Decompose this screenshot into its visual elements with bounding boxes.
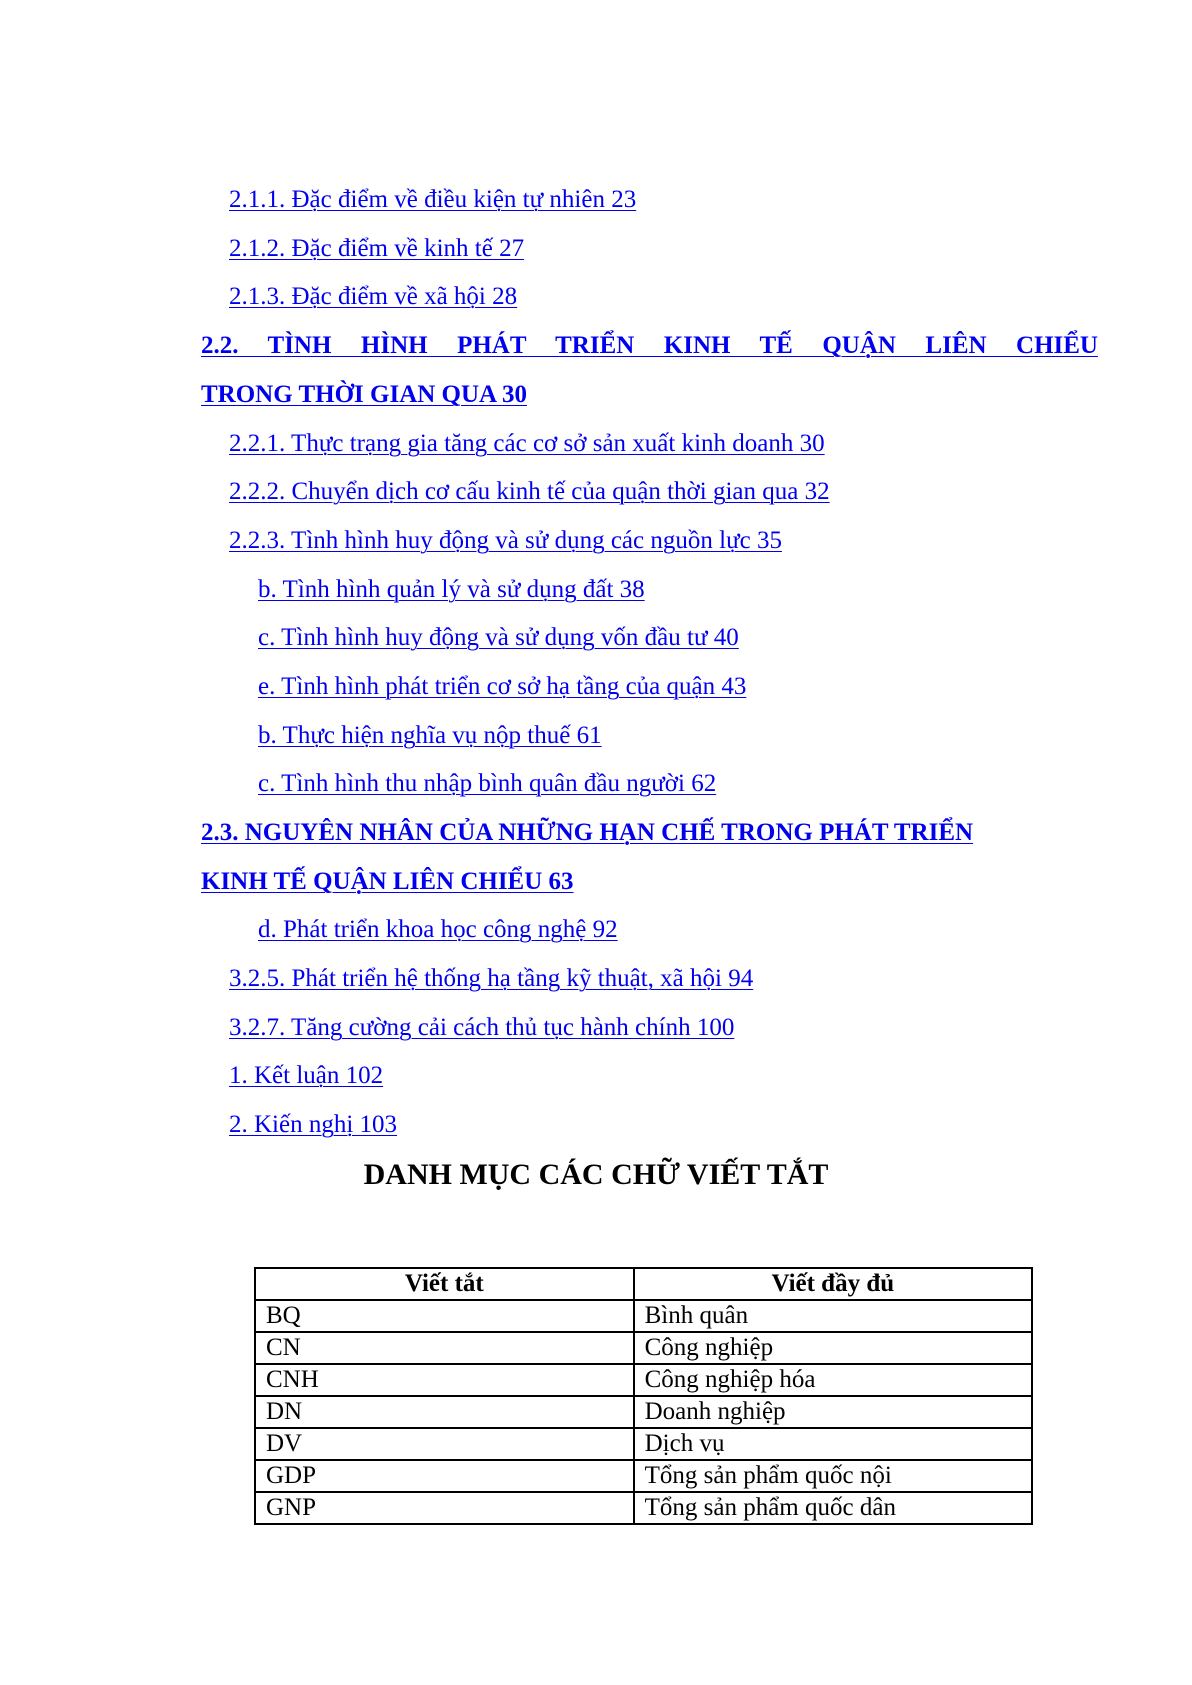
table-row: [255, 1300, 1032, 1332]
toc-link-b-tax[interactable]: b. Thực hiện nghĩa vụ nộp thuế 61: [258, 722, 602, 749]
abbreviation-cell: DN: [255, 1396, 634, 1428]
full-form-cell: Doanh nghiệp: [634, 1396, 1032, 1428]
toc-link-2-3-line1[interactable]: 2.3. NGUYÊN NHÂN CỦA NHỮNG HẠN CHẾ TRONG PHÁT TRIỂN: [201, 819, 974, 846]
toc-link-2-1-2[interactable]: 2.1.2. Đặc điểm về kinh tế 27: [229, 235, 525, 262]
table-row: [255, 1492, 1032, 1524]
abbreviation-cell: GDP: [255, 1460, 634, 1492]
full-form-cell: Bình quân: [634, 1300, 1032, 1332]
abbreviations-title: DANH MỤC CÁC CHỮ VIẾT TẮT: [363, 1158, 829, 1191]
toc-link-e-infrastructure[interactable]: e. Tình hình phát triển cơ sở hạ tầng của quận 43: [258, 673, 747, 700]
full-form-cell: Công nghiệp hóa: [634, 1364, 1032, 1396]
toc-link-3-2-7[interactable]: 3.2.7. Tăng cường cải cách thủ tục hành chính 100: [229, 1014, 735, 1041]
table-row: [255, 1364, 1032, 1396]
toc-link-2-3-line2[interactable]: KINH TẾ QUẬN LIÊN CHIỂU 63: [201, 868, 574, 895]
full-form-cell: Tổng sản phẩm quốc nội: [634, 1460, 1032, 1492]
column-header-abbreviation: Viết tắt: [255, 1268, 634, 1300]
full-form-cell: Tổng sản phẩm quốc dân: [634, 1492, 1032, 1524]
toc-link-recommendation[interactable]: 2. Kiến nghị 103: [229, 1111, 398, 1138]
toc-link-2-2-line2[interactable]: TRONG THỜI GIAN QUA 30: [201, 381, 527, 408]
toc-link-d-science[interactable]: d. Phát triển khoa học công nghệ 92: [258, 916, 618, 943]
toc-link-2-1-1[interactable]: 2.1.1. Đặc điểm về điều kiện tự nhiên 23: [229, 186, 637, 213]
full-form-cell: Dịch vụ: [634, 1428, 1032, 1460]
toc-link-2-2-3[interactable]: 2.2.3. Tình hình huy động và sử dụng các nguồn lực 35: [229, 527, 782, 554]
table-row: [255, 1332, 1032, 1364]
table-row: [255, 1460, 1032, 1492]
toc-link-c-capital[interactable]: c. Tình hình huy động và sử dụng vốn đầu tư 40: [258, 624, 739, 651]
abbreviation-cell: CNH: [255, 1364, 634, 1396]
toc-link-conclusion[interactable]: 1. Kết luận 102: [229, 1062, 384, 1089]
table-row: [255, 1396, 1032, 1428]
abbreviation-cell: DV: [255, 1428, 634, 1460]
toc-link-2-2-1[interactable]: 2.2.1. Thực trạng gia tăng các cơ sở sản xuất kinh doanh 30: [229, 430, 825, 457]
full-form-cell: Công nghiệp: [634, 1332, 1032, 1364]
toc-link-2-1-3[interactable]: 2.1.3. Đặc điểm về xã hội 28: [229, 283, 518, 310]
toc-link-2-2-line1[interactable]: 2.2. TÌNH HÌNH PHÁT TRIỂN KINH TẾ QUẬN LIÊN CHIỂU: [201, 332, 1098, 359]
abbreviation-cell: BQ: [255, 1300, 634, 1332]
toc-link-2-2-2[interactable]: 2.2.2. Chuyển dịch cơ cấu kinh tế của quận thời gian qua 32: [229, 478, 830, 505]
table-header-row: [255, 1268, 1032, 1300]
table-row: [255, 1428, 1032, 1460]
column-header-full-form: Viết đầy đủ: [634, 1268, 1032, 1300]
toc-link-3-2-5[interactable]: 3.2.5. Phát triển hệ thống hạ tầng kỹ thuật, xã hội 94: [229, 965, 754, 992]
abbreviation-cell: CN: [255, 1332, 634, 1364]
toc-link-b-land[interactable]: b. Tình hình quản lý và sử dụng đất 38: [258, 576, 645, 603]
abbreviation-cell: GNP: [255, 1492, 634, 1524]
abbreviations-table: [254, 1267, 1033, 1525]
toc-link-c-income[interactable]: c. Tình hình thu nhập bình quân đầu người 62: [258, 770, 717, 797]
